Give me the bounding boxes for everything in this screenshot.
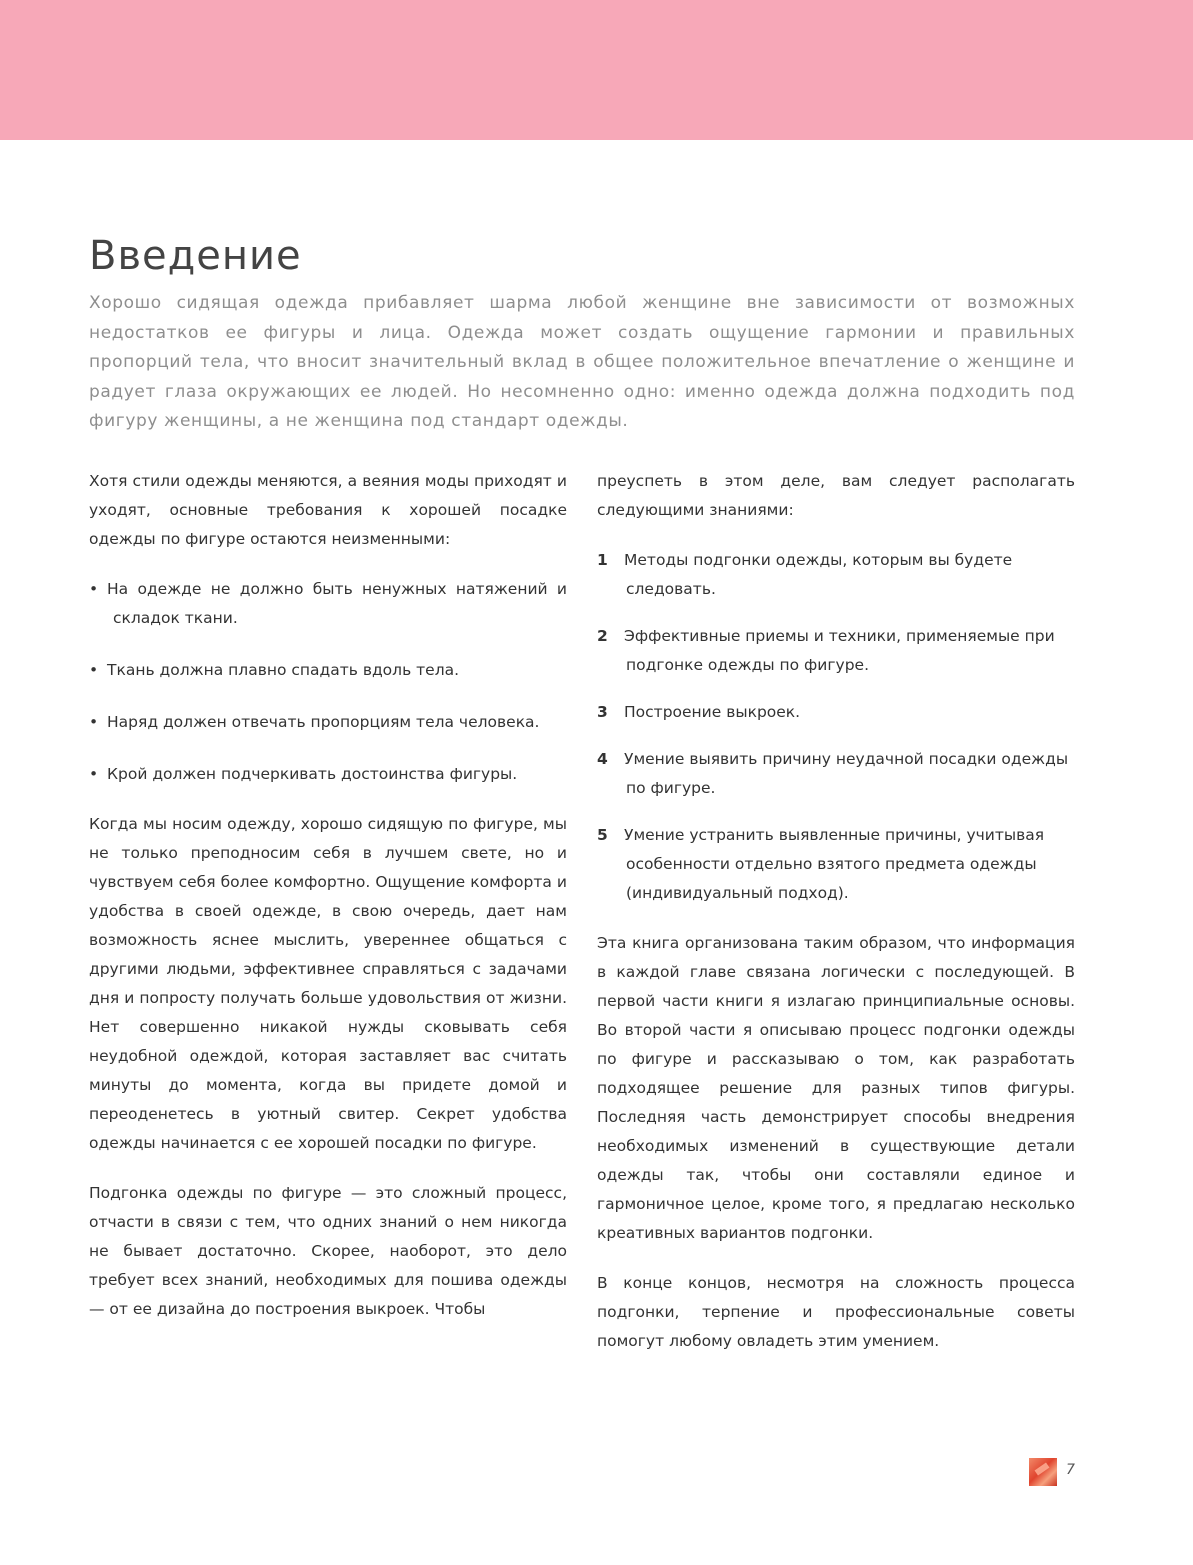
list-number: 3 <box>597 703 608 721</box>
header-color-band <box>0 0 1193 140</box>
list-item: • На одежде не должно быть ненужных натяжений и складок ткани. <box>89 575 567 633</box>
right-column <box>597 467 1075 1377</box>
knowledge-list <box>597 546 1075 908</box>
list-item: • Крой должен подчеркивать достоинства фигуры. <box>89 760 567 789</box>
bullet-icon: • <box>89 661 99 679</box>
left-column <box>89 467 567 1345</box>
left-paragraph-1: Хотя стили одежды меняются, а веяния моды приходят и уходят, основные требования к хорошей посадке одежды по фигуре остаются неизменными: <box>89 472 567 548</box>
bullet-icon: • <box>89 580 99 598</box>
right-paragraph-3: В конце концов, несмотря на сложность процесса подгонки, терпение и профессиональные советы помогут любому овладеть этим умением. <box>597 1274 1075 1350</box>
bullet-icon: • <box>89 713 99 731</box>
left-paragraph-3: Подгонка одежды по фигуре — это сложный процесс, отчасти в связи с тем, что одних знаний о нем никогда не бывает достаточно. Скорее, наоборот, это дело требует всех знаний, необходимых для пошива одежды — от ее дизайна до построения выкроек. Чтобы <box>89 1184 567 1318</box>
fabric-thumbnail-icon <box>1029 1458 1057 1486</box>
list-number: 1 <box>597 551 608 569</box>
right-paragraph-1: преуспеть в этом деле, вам следует располагать следующими знаниями: <box>597 472 1075 519</box>
page-number: 7 <box>1066 1462 1075 1478</box>
list-item: 3 Построение выкроек. <box>597 698 1075 727</box>
list-item: 4 Умение выявить причину неудачной посадки одежды по фигуре. <box>597 745 1075 803</box>
bullet-icon: • <box>89 765 99 783</box>
right-paragraph-2: Эта книга организована таким образом, что информация в каждой главе связана логически с последующей. В первой части книги я излагаю принципиальные основы. Во второй части я описываю процесс подгонки одежды по фигуре и рассказываю о том, как разработать подходящее решение для разных типов фигуры. Последняя часть демонстрирует способы внедрения необходимых изменений в существующие детали одежды так, чтобы они составляли единое и гармоничное целое, кроме того, я предлагаю несколько креативных вариантов подгонки. <box>597 934 1075 1242</box>
list-item: • Наряд должен отвечать пропорциям тела человека. <box>89 708 567 737</box>
requirements-list <box>89 575 567 789</box>
list-number: 5 <box>597 826 608 844</box>
list-item: • Ткань должна плавно спадать вдоль тела. <box>89 656 567 685</box>
left-paragraph-2: Когда мы носим одежду, хорошо сидящую по фигуре, мы не только преподносим себя в лучшем свете, но и чувствуем себя более комфортно. Ощущение комфорта и удобства в своей одежде, в свою очередь, дает нам возможность яснее мыслить, увереннее общаться с другими людьми, эффективнее справляться с задачами дня и попросту получать больше удовольствия от жизни. Нет совершенно никакой нужды сковывать себя неудобной одеждой, которая заставляет вас считать минуты до момента, когда вы придете домой и переоденетесь в уютный свитер. Секрет удобства одежды начинается с ее хорошей посадки по фигуре. <box>89 815 567 1152</box>
chapter-title: Введение <box>89 233 302 279</box>
list-item: 1 Методы подгонки одежды, которым вы будете следовать. <box>597 546 1075 604</box>
list-item: 2 Эффективные приемы и техники, применяемые при подгонке одежды по фигуре. <box>597 622 1075 680</box>
intro-paragraph: Хорошо сидящая одежда прибавляет шарма любой женщине вне зависимости от возможных недостатков ее фигуры и лица. Одежда может создать ощущение гармонии и правильных пропорций тела, что вносит значительный вклад в общее положительное впечатление о женщине и радует глаза окружающих ее людей. Но несомненно одно: именно одежда должна подходить под фигуру женщины, а не женщина под стандарт одежды. <box>89 293 1075 431</box>
list-item: 5 Умение устранить выявленные причины, учитывая особенности отдельно взятого предмета одежды (индивидуальный подход). <box>597 821 1075 908</box>
list-number: 4 <box>597 750 608 768</box>
list-number: 2 <box>597 627 608 645</box>
